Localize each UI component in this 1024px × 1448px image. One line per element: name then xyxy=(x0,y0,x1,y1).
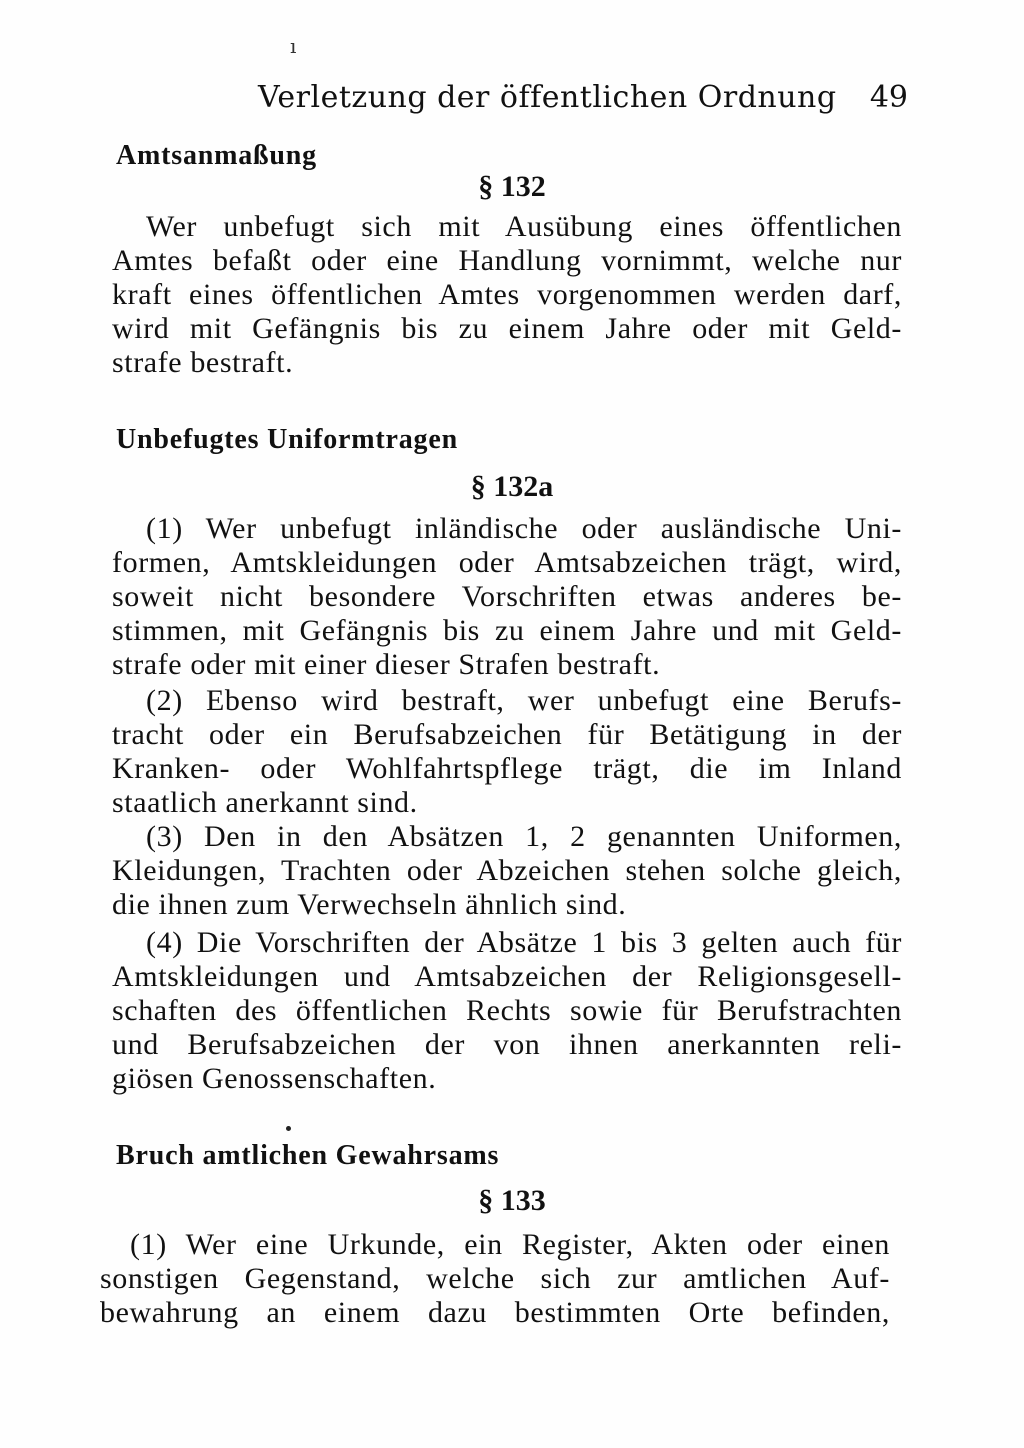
text-line: Wer unbefugt sich mit Ausübung eines öffentlichen xyxy=(146,210,902,243)
text-line: sonstigen Gegenstand, welche sich zur amtlichen Auf- xyxy=(100,1262,890,1295)
text-line: Kranken- oder Wohlfahrtspflege trägt, die im Inland xyxy=(112,752,902,785)
stray-mark: ı xyxy=(290,34,297,58)
page-number: 49 xyxy=(869,80,908,115)
text-line: Amtskleidungen und Amtsabzeichen der Religionsgesell- xyxy=(112,960,902,993)
text-line: wird mit Gefängnis bis zu einem Jahre oder mit Geld- xyxy=(112,312,902,345)
text-line: schaften des öffentlichen Rechts sowie für Berufstrachten xyxy=(112,994,902,1027)
stray-dot xyxy=(286,1126,291,1131)
text-line: tracht oder ein Berufsabzeichen für Betätigung in der xyxy=(112,718,902,751)
paragraph-number: § 132 xyxy=(478,170,546,203)
text-line: stimmen, mit Gefängnis bis zu einem Jahre und mit Geld- xyxy=(112,614,902,647)
text-line: und Berufsabzeichen der von ihnen anerkannten reli- xyxy=(112,1028,902,1061)
text-line: strafe bestraft. xyxy=(112,346,294,379)
text-line: strafe oder mit einer dieser Strafen bestraft. xyxy=(112,648,661,681)
paragraph-number: § 132a xyxy=(470,470,554,503)
text-line: (1) Wer unbefugt inländische oder ausländische Uni- xyxy=(146,512,902,545)
text-line: die ihnen zum Verwechseln ähnlich sind. xyxy=(112,888,627,921)
text-line: kraft eines öffentlichen Amtes vorgenommen werden darf, xyxy=(112,278,902,311)
text-line: (1) Wer eine Urkunde, ein Register, Akten oder einen xyxy=(130,1228,890,1261)
text-line: (3) Den in den Absätzen 1, 2 genannten Uniformen, xyxy=(146,820,902,853)
text-line: Amtes befaßt oder eine Handlung vornimmt, welche nur xyxy=(112,244,902,277)
text-line: giösen Genossenschaften. xyxy=(112,1062,437,1095)
text-line: soweit nicht besondere Vorschriften etwas anderes be- xyxy=(112,580,902,613)
text-line: formen, Amtskleidungen oder Amtsabzeichen trägt, wird, xyxy=(112,546,902,579)
section-heading: Unbefugtes Uniformtragen xyxy=(116,424,458,455)
section-heading: Amtsanmaßung xyxy=(116,140,317,171)
text-line: (2) Ebenso wird bestraft, wer unbefugt eine Berufs- xyxy=(146,684,902,717)
section-heading: Bruch amtlichen Gewahrsams xyxy=(116,1140,500,1171)
running-title: Verletzung der öffentlichen Ordnung xyxy=(258,80,837,115)
text-line: (4) Die Vorschriften der Absätze 1 bis 3 gelten auch für xyxy=(146,926,902,959)
text-line: staatlich anerkannt sind. xyxy=(112,786,418,819)
text-line: Kleidungen, Trachten oder Abzeichen stehen solche gleich, xyxy=(112,854,902,887)
paragraph-number: § 133 xyxy=(478,1184,546,1217)
page-header xyxy=(258,80,908,120)
text-line: bewahrung an einem dazu bestimmten Orte befinden, xyxy=(100,1296,890,1329)
